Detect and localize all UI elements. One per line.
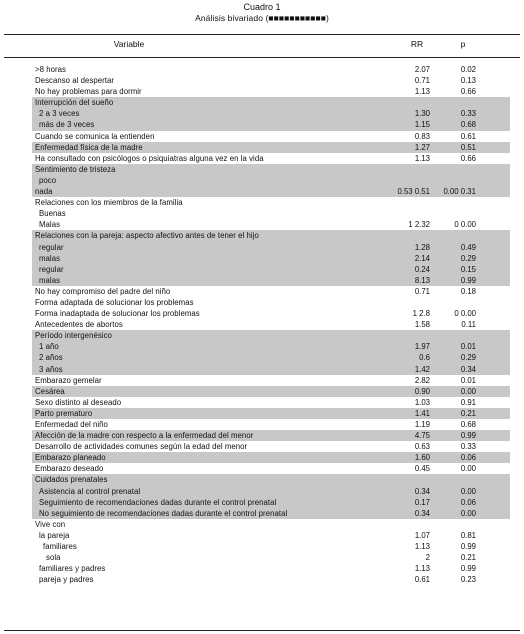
row-rr-value: 1.15 [414, 120, 430, 130]
row-label: Relaciones con los miembros de la familia [35, 198, 183, 208]
row-rr-value: 1.13 [414, 153, 430, 163]
table-row [32, 108, 510, 119]
row-p-value: 0.13 [460, 76, 476, 86]
row-p-value: 0.11 [461, 320, 476, 330]
table-row [32, 119, 510, 130]
row-rr-value: 1.28 [414, 242, 430, 252]
table-header [4, 39, 520, 53]
table-row [32, 319, 510, 330]
row-label: nada [35, 187, 53, 197]
row-p-value: 0.21 [460, 408, 476, 418]
row-rr-value: 0.34 [414, 486, 430, 496]
row-label: Forma adaptada de solucionar los problemas [35, 297, 194, 307]
table-row [32, 75, 510, 86]
table-row [32, 497, 510, 508]
row-rr-value: 1.07 [414, 530, 430, 540]
table-row [32, 308, 510, 319]
row-rr-value: 0.53 0.51 [397, 187, 430, 197]
row-label: >8 horas [35, 65, 66, 74]
table-row [32, 253, 510, 264]
row-p-value: 0 0.00 [454, 309, 476, 319]
row-label: Malas [39, 220, 61, 230]
row-label: Cuidados prenatales [35, 475, 108, 485]
table-caption [4, 2, 520, 24]
row-label: No seguimiento de recomendaciones dadas durante el control prenatal [39, 508, 288, 518]
table-row [32, 574, 510, 585]
table-row [32, 364, 510, 375]
row-p-value: 0.23 [460, 575, 476, 585]
table-row [32, 64, 510, 75]
table-row [32, 131, 510, 142]
table-row [32, 330, 510, 341]
row-rr-value: 0.63 [414, 442, 430, 452]
row-p-value: 0.02 [460, 65, 476, 74]
table-row [32, 341, 510, 352]
table-row [32, 219, 510, 230]
row-label: la pareja [39, 530, 70, 540]
table-row [32, 197, 510, 208]
row-p-value: 0.00 [460, 508, 476, 518]
row-rr-value: 0.83 [414, 131, 430, 141]
table-row [32, 530, 510, 541]
table-row [32, 275, 510, 286]
row-label: 3 años [39, 364, 63, 374]
row-label: regular [39, 264, 64, 274]
row-rr-value: 0.71 [414, 286, 430, 296]
row-rr-value: 8.13 [414, 275, 430, 285]
table-row [32, 153, 510, 164]
row-label: 2 a 3 veces [39, 109, 80, 119]
table-row [32, 297, 510, 308]
header-p: p [460, 39, 466, 49]
row-p-value: 0.15 [460, 264, 476, 274]
row-p-value: 0.66 [460, 153, 476, 163]
row-label: pareja y padres [39, 575, 94, 585]
row-p-value: 0.00 [460, 464, 476, 474]
row-p-value: 0.91 [460, 397, 476, 407]
row-rr-value: 0.24 [414, 264, 430, 274]
row-p-value: 0.06 [460, 453, 476, 463]
row-label: Asistencia al control prenatal [39, 486, 141, 496]
table-row [32, 86, 510, 97]
row-label: Forma inadaptada de solucionar los problemas [35, 309, 200, 319]
row-rr-value: 1.13 [414, 542, 430, 552]
row-rr-value: 0.6 [419, 353, 430, 363]
table-row [32, 508, 510, 519]
row-rr-value: 1.60 [414, 453, 430, 463]
row-p-value: 0.00 0.31 [443, 187, 476, 197]
row-label: Sentimiento de tristeza [35, 164, 116, 174]
row-p-value: 0.06 [460, 497, 476, 507]
row-p-value: 0.29 [460, 253, 476, 263]
row-label: 2 años [39, 353, 63, 363]
row-rr-value: 1.42 [414, 364, 430, 374]
row-label: Relaciones con la pareja: aspecto afectivo antes de tener el hijo [35, 231, 259, 241]
row-label: Interrupción del sueño [35, 98, 114, 108]
row-label: Descanso al despertar [35, 76, 115, 86]
row-rr-value: 1.58 [414, 320, 430, 330]
table-row [32, 408, 510, 419]
table-row [32, 397, 510, 408]
header-variable: Variable [113, 39, 145, 49]
row-rr-value: 1.13 [414, 564, 430, 574]
row-rr-value: 0.45 [414, 464, 430, 474]
row-label: malas [39, 253, 61, 263]
row-p-value: 0.99 [460, 275, 476, 285]
table-row [32, 474, 510, 485]
row-rr-value: 1.19 [414, 420, 430, 429]
row-rr-value: 0.34 [414, 508, 430, 518]
row-label: 1 año [39, 342, 59, 352]
table-row [32, 175, 510, 186]
row-p-value: 0.00 [460, 486, 476, 496]
table-row [32, 463, 510, 474]
row-label: Cuando se comunica la entienden [35, 131, 155, 141]
row-p-value: 0.61 [460, 131, 476, 141]
row-rr-value: 0.90 [414, 386, 430, 396]
row-rr-value: 4.75 [414, 431, 430, 441]
row-rr-value: 2.14 [414, 253, 430, 263]
row-rr-value: 2.82 [414, 375, 430, 385]
row-rr-value: 1 2.8 [412, 309, 430, 319]
table-row [32, 541, 510, 552]
row-rr-value: 2.07 [414, 65, 430, 74]
row-label: Parto prematuro [35, 408, 93, 418]
row-rr-value: 1.13 [414, 87, 430, 97]
row-label: Sexo distinto al deseado [35, 397, 122, 407]
row-label: Antecedentes de abortos [35, 320, 123, 330]
table-top-rule [4, 34, 520, 35]
row-p-value: 0.00 [460, 386, 476, 396]
row-label: No hay compromiso del padre del niño [35, 286, 171, 296]
table-title: Cuadro 1 [243, 2, 281, 12]
row-label: sola [46, 553, 61, 563]
row-p-value: 0.33 [460, 442, 476, 452]
table-row [32, 486, 510, 497]
row-p-value: 0.99 [460, 542, 476, 552]
row-p-value: 0.99 [460, 564, 476, 574]
table-row [32, 286, 510, 297]
row-label: Enfermedad del niño [35, 420, 108, 429]
row-label: Período intergenésico [35, 331, 112, 341]
table-row [32, 452, 510, 463]
table-row [32, 352, 510, 363]
row-label: familiares y padres [39, 564, 106, 574]
table-row [32, 208, 510, 219]
table-row [32, 242, 510, 253]
table-row [32, 164, 510, 175]
row-p-value: 0.21 [460, 553, 476, 563]
row-rr-value: 0.71 [414, 76, 430, 86]
table-row [32, 563, 510, 574]
table-row [32, 441, 510, 452]
table-body [32, 64, 510, 585]
document-page [4, 2, 520, 585]
row-p-value: 0.51 [460, 142, 476, 152]
row-rr-value: 1.30 [414, 109, 430, 119]
row-label: regular [39, 242, 64, 252]
row-rr-value: 1 2.32 [408, 220, 430, 230]
row-rr-value: 1.03 [414, 397, 430, 407]
table-row [32, 552, 510, 563]
row-label: familiares [43, 542, 77, 552]
row-label: Afección de la madre con respecto a la enfermedad del menor [35, 431, 254, 441]
row-p-value: 0 0.00 [454, 220, 476, 230]
table-subtitle: Análisis bivariado (■■■■■■■■■■■) [195, 13, 329, 23]
row-rr-value: 2 [425, 553, 430, 563]
header-rr: RR [410, 39, 424, 49]
row-label: Buenas [39, 209, 66, 219]
row-label: Cesárea [35, 386, 65, 396]
table-row [32, 230, 510, 241]
table-row [32, 186, 510, 197]
row-label: Vive con [35, 519, 66, 529]
row-label: Desarrollo de actividades comunes según la edad del menor [35, 442, 248, 452]
row-label: poco [39, 175, 57, 185]
row-p-value: 0.34 [460, 364, 476, 374]
row-rr-value: 1.97 [414, 342, 430, 352]
row-rr-value: 0.61 [414, 575, 430, 585]
table-row [32, 264, 510, 275]
row-label: Embarazo planeado [35, 453, 106, 463]
row-p-value: 0.29 [460, 353, 476, 363]
row-p-value: 0.81 [460, 530, 476, 540]
row-p-value: 0.68 [460, 420, 476, 429]
table-row [32, 375, 510, 386]
row-label: Embarazo deseado [35, 464, 104, 474]
table-row [32, 386, 510, 397]
table-row [32, 97, 510, 108]
row-p-value: 0.18 [460, 286, 476, 296]
row-p-value: 0.99 [460, 431, 476, 441]
table-row [32, 142, 510, 153]
table-row [32, 419, 510, 430]
table-bottom-rule [4, 630, 520, 631]
row-p-value: 0.01 [460, 375, 476, 385]
row-p-value: 0.66 [460, 87, 476, 97]
row-label: Ha consultado con psicólogos o psiquiatras alguna vez en la vida [35, 153, 264, 163]
row-label: más de 3 veces [39, 120, 95, 130]
row-label: No hay problemas para dormir [35, 87, 142, 97]
row-p-value: 0.68 [460, 120, 476, 130]
table-row [32, 519, 510, 530]
table-header-rule [4, 57, 520, 58]
row-label: malas [39, 275, 61, 285]
row-p-value: 0.01 [460, 342, 476, 352]
row-p-value: 0.33 [460, 109, 476, 119]
row-label: Enfermedad física de la madre [35, 142, 143, 152]
table-row [32, 430, 510, 441]
row-label: Seguimiento de recomendaciones dadas durante el control prenatal [39, 497, 277, 507]
row-rr-value: 0.17 [414, 497, 430, 507]
row-p-value: 0.49 [460, 242, 476, 252]
row-rr-value: 1.27 [414, 142, 430, 152]
row-label: Embarazo gemelar [35, 375, 102, 385]
row-rr-value: 1.41 [414, 408, 430, 418]
